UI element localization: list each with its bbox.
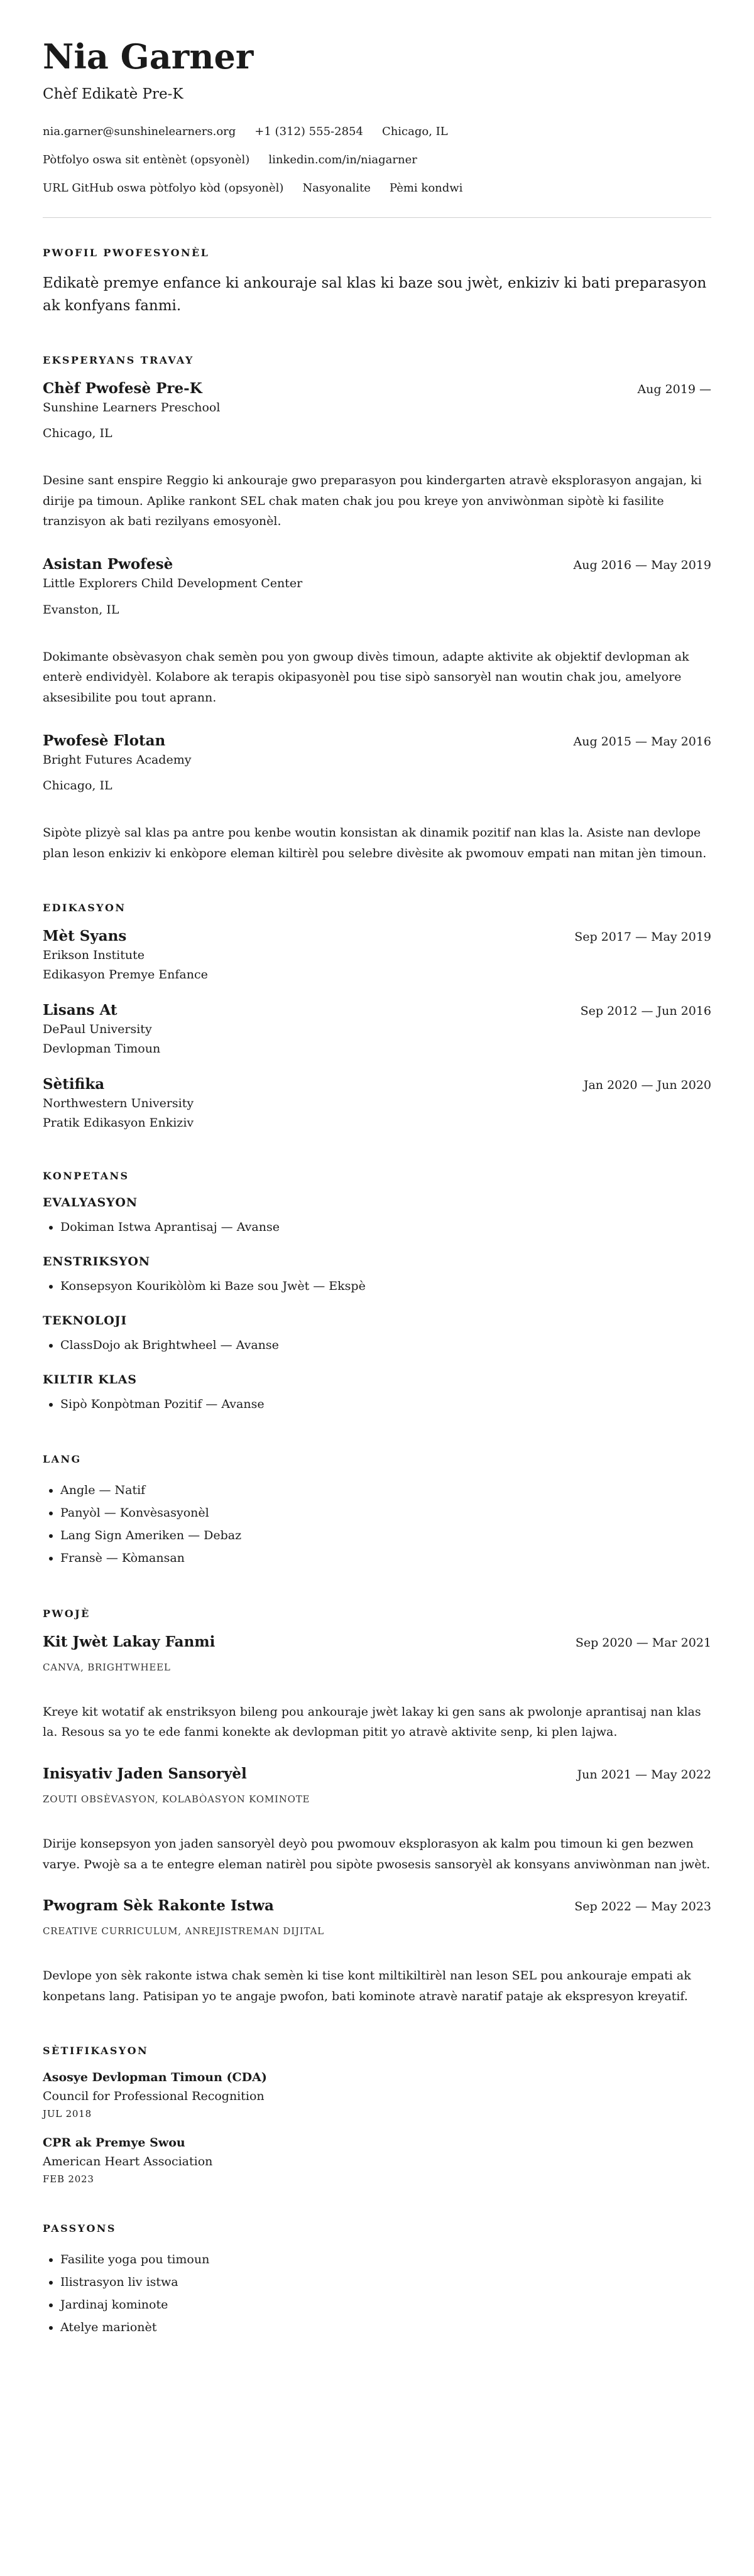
language-item: • Fransè — Kòmansan [60, 1547, 711, 1569]
section-heading: PWOFIL PWOFESYONÈL [43, 247, 210, 259]
language-item: • Angle — Natif [60, 1479, 711, 1502]
date-range: Sep 2020 — Mar 2021 [575, 1635, 711, 1650]
experience-entry [43, 380, 711, 533]
profile-summary: Edikatè premye enfance ki ankouraje sal klas ki baze sou jwèt, enkiziv ki bati preparasyon ak konfyans fanmi. [43, 275, 707, 314]
project-title: Pwogram Sèk Rakonte Istwa [43, 1897, 274, 1915]
degree-title: Sètifika [43, 1075, 105, 1093]
job-location: Chicago, IL [43, 426, 112, 441]
education-entry [43, 1076, 711, 1132]
certifications-section [43, 2045, 711, 2185]
candidate-name: Nia Garner [43, 36, 254, 77]
project-title: Kit Jwèt Lakay Fanmi [43, 1633, 216, 1650]
education-section [43, 902, 711, 1132]
hobby-list [43, 2248, 711, 2339]
section-heading: SÈTIFIKASYON [43, 2044, 148, 2057]
certification-date: JUL 2018 [43, 2108, 92, 2119]
school-name: Erikson Institute [43, 948, 145, 962]
skill-item: • Sipò Konpòtman Pozitif — Avanse [60, 1393, 711, 1415]
job-location: Evanston, IL [43, 602, 119, 617]
project-tools: ZOUTI OBSÈVASYON, KOLABÒASYON KOMINOTE [43, 1793, 310, 1805]
degree-title: Mèt Syans [43, 927, 127, 944]
job-description: Dokimante obsèvasyon chak semèn pou yon gwoup divès timoun, adapte aktivite ak objektif devlopman ak enterè endividyèl. Kolabore ak terapis okipasyonèl pou tise sipò sansoryèl nan woutin chak jou, amelyore aksesibilite pou tout aprann. [43, 649, 689, 705]
skill-item: • Konsepsyon Kourikòlòm ki Baze sou Jwèt — Ekspè [60, 1275, 711, 1297]
skill-category: KILTIR KLAS [43, 1373, 137, 1387]
project-entry [43, 1765, 711, 1875]
skill-category: TEKNOLOJI [43, 1314, 128, 1328]
contact-row-2 [43, 152, 711, 168]
date-range: Sep 2022 — May 2023 [574, 1900, 711, 1914]
skill-category: EVALYASYON [43, 1195, 138, 1210]
project-entry [43, 1897, 711, 2006]
hobby-item: • Jardinaj kominote [60, 2293, 711, 2316]
job-location: Chicago, IL [43, 779, 112, 793]
position-title: Pwofesè Flotan [43, 732, 166, 749]
degree-title: Lisans At [43, 1001, 117, 1019]
contact-row-1 [43, 124, 711, 139]
company-name: Little Explorers Child Development Center [43, 576, 303, 591]
github-link[interactable]: URL GitHub oswa pòtfolyo kòd (opsyonèl) [43, 181, 284, 195]
hobby-item: • Atelye marionèt [60, 2316, 711, 2339]
skill-item: • Dokiman Istwa Aprantisaj — Avanse [60, 1216, 711, 1238]
hobbies-section [43, 2222, 711, 2339]
date-range: Aug 2019 — [637, 382, 711, 396]
section-heading: EKSPERYANS TRAVAY [43, 354, 194, 366]
date-range: Jan 2020 — Jun 2020 [583, 1078, 711, 1092]
field-of-study: Edikasyon Premye Enfance [43, 968, 208, 982]
project-description: Kreye kit wotatif ak enstriksyon bileng pou ankouraje jwèt lakay ki gen sans ak pwolonje aprantisaj nan klas la. Resous sa yo te ede fanmi konekte ak devlopman pitit yo atravè aktivite senp, ki plen lajwa. [43, 1704, 701, 1740]
skill-item: • ClassDojo ak Brightwheel — Avanse [60, 1334, 711, 1356]
language-item: • Panyòl — Konvèsasyonèl [60, 1502, 711, 1524]
contact-row-3 [43, 180, 711, 196]
nationality: Nasyonalite [302, 181, 371, 195]
position-title: Chèf Pwofesè Pre-K [43, 379, 202, 397]
hobby-item: • Ilistrasyon liv istwa [60, 2271, 711, 2293]
experience-entry [43, 732, 711, 864]
skills-section [43, 1170, 711, 1415]
date-range: Aug 2016 — May 2019 [573, 558, 711, 573]
certification-title: CPR ak Premye Swou [43, 2135, 185, 2150]
phone-number[interactable]: +1 (312) 555-2854 [254, 124, 363, 138]
project-entry [43, 1633, 711, 1743]
skill-category: ENSTRIKSYON [43, 1254, 150, 1269]
project-title: Inisyativ Jaden Sansoryèl [43, 1765, 247, 1782]
language-item: • Lang Sign Ameriken — Debaz [60, 1524, 711, 1547]
resume-header [43, 36, 711, 196]
school-name: DePaul University [43, 1022, 152, 1036]
projects-section [43, 1608, 711, 2007]
section-heading: KONPETANS [43, 1169, 129, 1182]
project-tools: CREATIVE CURRICULUM, ANREJISTREMAN DIJITAL [43, 1925, 324, 1937]
field-of-study: Devlopman Timoun [43, 1042, 161, 1056]
project-description: Devlope yon sèk rakonte istwa chak semèn ki tise kont miltikiltirèl nan leson SEL pou ankouraje empati ak konpetans lang. Patisipan yo te angaje pwofon, bati kominote atravè naratif pataje ak ekspresyon kreyatif. [43, 1969, 691, 2003]
portfolio-link[interactable]: Pòtfolyo oswa sit entènèt (opsyonèl) [43, 153, 250, 166]
section-heading: LANG [43, 1453, 82, 1466]
job-description: Desine sant enspire Reggio ki ankouraje gwo preparasyon pou kindergarten atravè eksplorasyon angajan, ki dirije pa timoun. Aplike rankont SEL chak maten chak jou pou kreye yon anviwònman sipòtè ki fasilite tranzisyon ak bati rezilyans emosyonèl. [43, 474, 702, 529]
section-heading: EDIKASYON [43, 901, 126, 914]
field-of-study: Pratik Edikasyon Enkiziv [43, 1116, 194, 1130]
section-heading: PASSYONS [43, 2222, 116, 2234]
certification-issuer: Council for Professional Recognition [43, 2089, 265, 2103]
certification-date: FEB 2023 [43, 2173, 94, 2185]
education-entry [43, 1002, 711, 1058]
position-title: Asistan Pwofesè [43, 556, 173, 573]
project-tools: CANVA, BRIGHTWHEEL [43, 1661, 171, 1673]
section-heading: PWOJÈ [43, 1607, 90, 1620]
certification-title: Asosye Devlopman Timoun (CDA) [43, 2070, 267, 2084]
header-divider [43, 217, 711, 218]
language-list [43, 1479, 711, 1569]
date-range: Sep 2012 — Jun 2016 [580, 1004, 711, 1018]
project-description: Dirije konsepsyon yon jaden sansoryèl deyò pou pwomouv eksplorasyon ak kalm pou timoun ki gen bezwen varye. Pwojè sa a te entegre eleman natirèl pou sipòte pwosesis sansoryèl ak konsyans anviwònman nan jwèt. [43, 1836, 711, 1871]
job-title: Chèf Edikatè Pre-K [43, 85, 183, 102]
skill-list [43, 1393, 711, 1415]
email-link[interactable]: nia.garner@sunshinelearners.org [43, 124, 236, 138]
experience-entry [43, 556, 711, 708]
school-name: Northwestern University [43, 1096, 194, 1110]
date-range: Aug 2015 — May 2016 [573, 734, 711, 749]
education-entry [43, 928, 711, 984]
skill-list [43, 1275, 711, 1297]
linkedin-link[interactable]: linkedin.com/in/niagarner [268, 153, 417, 166]
date-range: Jun 2021 — May 2022 [577, 1767, 711, 1782]
location: Chicago, IL [381, 124, 448, 138]
drivers-license: Pèmi kondwi [389, 181, 463, 195]
date-range: Sep 2017 — May 2019 [574, 929, 711, 944]
job-description: Sipòte plizyè sal klas pa antre pou kenbe woutin konsistan ak dinamik pozitif nan klas la. Asiste nan devlope plan leson enkiziv ki enkòpore eleman kiltirèl pou selebre divèsite ak pwomouv empati nan mitan jèn timoun. [43, 826, 707, 860]
certification-issuer: American Heart Association [43, 2154, 213, 2168]
experience-section [43, 354, 711, 864]
skill-list [43, 1334, 711, 1356]
certification-entry [43, 2136, 711, 2185]
hobby-item: • Fasilite yoga pou timoun [60, 2248, 711, 2271]
skill-list [43, 1216, 711, 1238]
company-name: Sunshine Learners Preschool [43, 400, 221, 414]
profile-section [43, 247, 711, 317]
languages-section [43, 1453, 711, 1569]
company-name: Bright Futures Academy [43, 752, 192, 767]
certification-entry [43, 2070, 711, 2119]
